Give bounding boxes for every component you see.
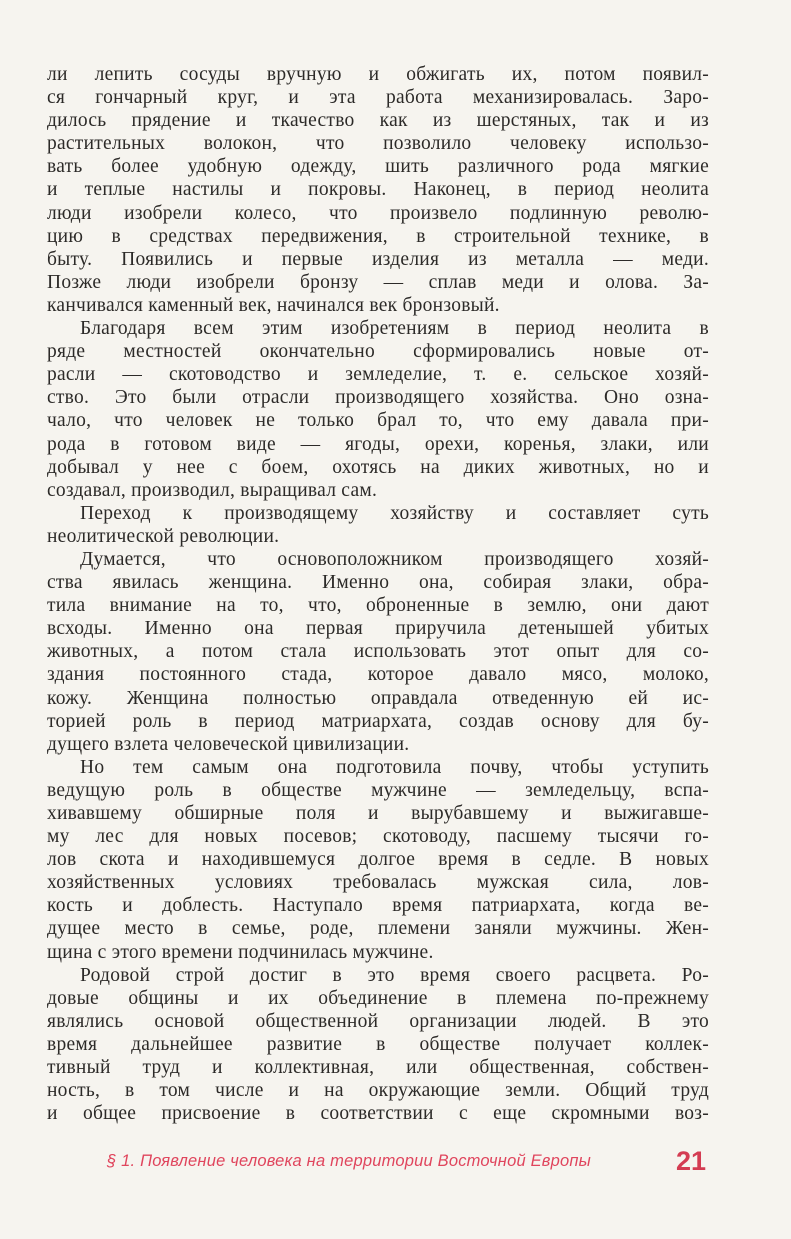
text-line: люди изобрели колесо, что произвело подлинную револю-	[47, 202, 709, 224]
text-line: Переход к производящему хозяйству и составляет суть	[80, 502, 709, 524]
text-line: ность, в том числе и на окружающие земли. Общий труд	[47, 1080, 709, 1102]
text-line: вать более удобную одежду, шить различного рода мягкие	[47, 156, 709, 178]
text-line: тила внимание на то, что, оброненные в землю, они дают	[47, 595, 709, 617]
page-number: 21	[675, 1146, 706, 1176]
text-line: дущего взлета человеческой цивилизации.	[47, 733, 410, 755]
text-line: являлись основой общественной организации людей. В это	[47, 1010, 709, 1032]
text-line: кость и доблесть. Наступало время патриархата, когда ве-	[47, 895, 709, 917]
text-line: всходы. Именно она первая приручила детенышей убитых	[47, 618, 709, 640]
text-line: ряде местностей окончательно сформировались новые от-	[47, 341, 709, 363]
text-line: рода в готовом виде — ягоды, орехи, коренья, злаки, или	[47, 433, 709, 455]
text-line: ства явилась женщина. Именно она, собирая злаки, обра-	[47, 572, 709, 594]
text-line: торией роль в период матриархата, создав основу для бу-	[47, 710, 709, 732]
text-line: цию в средствах передвижения, в строительной технике, в	[47, 225, 709, 247]
text-line: Благодаря всем этим изобретениям в период неолита в	[80, 318, 709, 340]
text-line: хозяйственных условиях требовалась мужская сила, лов-	[47, 872, 709, 894]
page-footer	[47, 1146, 709, 1186]
text-line: время дальнейшее развитие в обществе получает коллек-	[47, 1033, 709, 1055]
text-line: здания постоянного стада, которое давало мясо, молоко,	[47, 664, 709, 686]
text-line: довые общины и их объединение в племена по-прежнему	[47, 987, 709, 1009]
text-line: ся гончарный круг, и эта работа механизировалась. Заро-	[47, 87, 709, 109]
text-line: тивный труд и коллективная, или общественная, собствен-	[47, 1057, 709, 1079]
text-line: хивавшему обширные поля и вырубавшему и выжигавше-	[47, 803, 709, 824]
text-line: Родовой строй достиг в это время своего расцвета. Ро-	[80, 964, 709, 986]
text-line: создавал, производил, выращивал сам.	[47, 479, 378, 501]
text-line: щина с этого времени подчинилась мужчине.	[47, 941, 434, 963]
text-line: растительных волокон, что позволило человеку использо-	[47, 133, 709, 155]
text-line: кожу. Женщина полностью оправдала отведенную ей ис-	[47, 687, 709, 709]
text-line: животных, а потом стала использовать этот опыт для со-	[47, 641, 709, 663]
text-line: му лес для новых посевов; скотоводу, пасшему тысячи го-	[47, 826, 709, 848]
text-line: Но тем самым она подготовила почву, чтобы уступить	[80, 756, 709, 778]
text-line: и теплые настилы и покровы. Наконец, в период неолита	[47, 179, 709, 201]
text-line: расли — скотоводство и земледелие, т. е. сельское хозяй-	[47, 364, 709, 386]
text-line: дилось прядение и ткачество как из шерстяных, так и из	[47, 110, 709, 132]
text-line: и общее присвоение в соответствии с еще скромными воз-	[47, 1103, 709, 1125]
text-line: ведущую роль в обществе мужчине — земледельцу, вспа-	[47, 779, 709, 801]
running-title: § 1. Появление человека на территории Восточной Европы	[107, 1152, 591, 1170]
text-line: канчивался каменный век, начинался век бронзовый.	[47, 294, 500, 316]
text-line: Думается, что основоположником производящего хозяй-	[80, 548, 709, 570]
text-line: неолитической революции.	[47, 525, 280, 547]
text-line: дущее место в семье, роде, племени заняли мужчины. Жен-	[47, 918, 709, 940]
text-line: ство. Это были отрасли производящего хозяйства. Оно озна-	[47, 387, 709, 409]
text-line: быту. Появились и первые изделия из металла — меди.	[47, 248, 709, 270]
page-body-text	[47, 63, 709, 1125]
text-line: Позже люди изобрели бронзу — сплав меди и олова. За-	[47, 271, 709, 293]
text-line: ли лепить сосуды вручную и обжигать их, потом появил-	[47, 64, 709, 85]
text-line: лов скота и находившемуся долгое время в седле. В новых	[47, 849, 709, 871]
text-line: добывал у нее с боем, охотясь на диких животных, но и	[47, 456, 709, 478]
text-line: чало, что человек не только брал то, что ему давала при-	[47, 410, 709, 432]
